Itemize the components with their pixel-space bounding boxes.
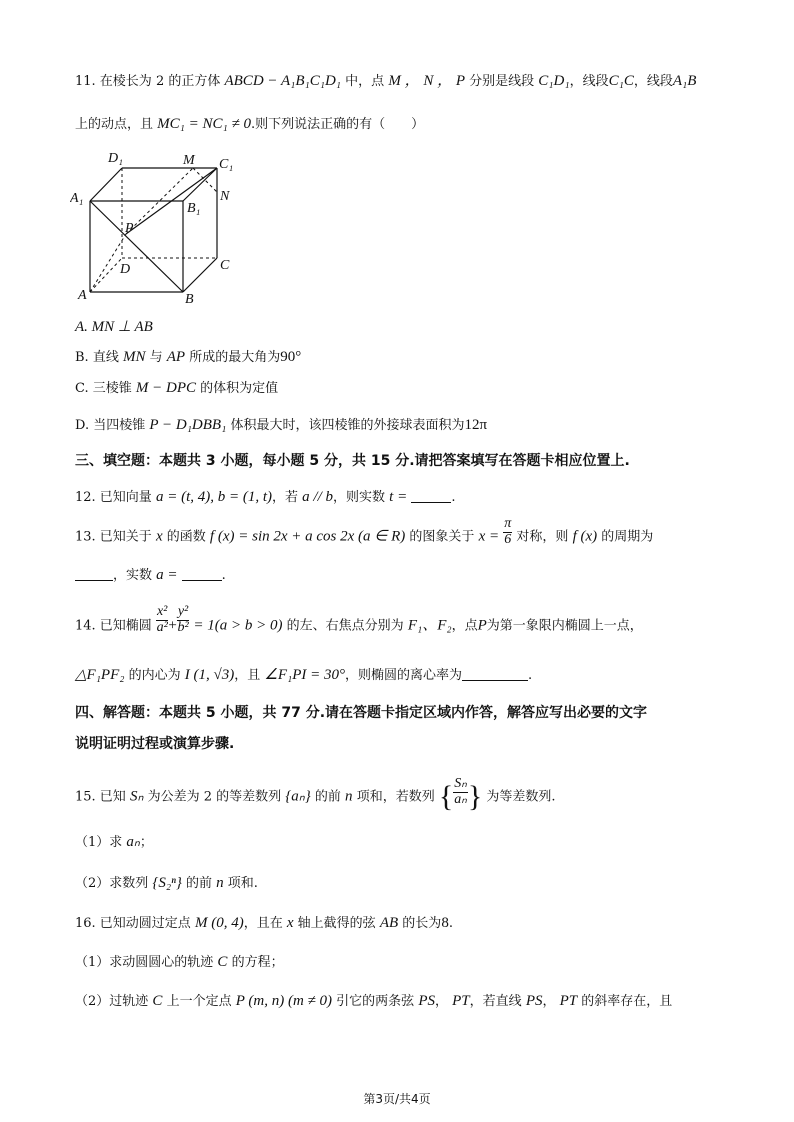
q11-line1	[75, 74, 696, 89]
option-c-math: M − DPC	[135, 380, 197, 396]
q16-text: （2）过轨迹	[75, 994, 149, 1009]
q14-text: 14. 已知椭圆	[75, 618, 152, 634]
q11-option-a	[75, 320, 153, 335]
q15-sequence: {S₂ⁿ}	[152, 875, 182, 891]
q16-text: 的斜率存在，且	[581, 994, 673, 1009]
q16-c: C	[217, 954, 228, 970]
q13-text: ，实数	[113, 568, 153, 583]
q14-text: .	[528, 668, 533, 683]
q16-part2	[75, 994, 672, 1009]
q14-equation: = 1(a > b > 0)	[193, 617, 283, 634]
q13-text: 的图象关于	[409, 529, 475, 545]
q13-text: 的周期为	[601, 529, 654, 545]
q16-pt: PT	[452, 993, 470, 1009]
left-brace-icon: {	[438, 780, 454, 813]
q12-text: ，若	[272, 490, 299, 505]
q15-sn: Sₙ	[129, 788, 144, 805]
label-D: D	[120, 262, 131, 277]
option-b-math: MN	[122, 349, 146, 365]
q11-text: 分别是线段	[469, 74, 535, 89]
q11-option-c	[75, 381, 278, 396]
option-a-text: A. MN ⊥ AB	[75, 319, 153, 335]
label-M: M	[183, 153, 195, 168]
q12-text: 12. 已知向量	[75, 490, 152, 505]
q15-part1	[75, 835, 153, 850]
q13-a: a =	[156, 567, 178, 583]
q11-text: 11. 在棱长为 2 的正方体	[75, 74, 221, 89]
option-d-text: 体积最大时，该四棱锥的外接球表面积为	[230, 418, 465, 433]
q16-text: ，若直线	[469, 994, 522, 1009]
q14-text: ，点	[451, 618, 478, 634]
option-b-math: 90°	[280, 349, 302, 365]
label-A: A	[78, 288, 87, 303]
q16-text: .	[448, 916, 453, 931]
q16-part1	[75, 955, 284, 970]
q15-n: n	[345, 788, 353, 805]
section-3-heading: 三、填空题：本题共 3 小题，每小题 5 分，共 15 分.请把答案填写在答题卡相应位置上.	[75, 453, 630, 469]
q16-text: 的方程；	[231, 955, 284, 970]
q11-segment: C₁D₁	[538, 73, 570, 89]
answer-blank[interactable]	[75, 568, 113, 581]
q14-text: ，且	[234, 668, 261, 683]
frac-den: b²	[177, 619, 189, 635]
q13-eq: x =	[478, 528, 500, 545]
q11-condition: MC₁ = NC₁ ≠ 0	[157, 116, 251, 132]
q16-point-m: M (0, 4)	[194, 915, 244, 931]
q16-text: 引它的两条弦	[336, 994, 415, 1009]
option-d-math: P − D₁DBB₁	[149, 417, 227, 433]
q16-point-p: P (m, n) (m ≠ 0)	[235, 993, 333, 1009]
frac-den: a²	[156, 619, 168, 635]
q11-text: ，线段	[633, 74, 673, 89]
q11-option-d	[75, 418, 487, 433]
q14-triangle: △F₁PF₂	[75, 667, 125, 683]
answer-blank[interactable]	[462, 668, 528, 681]
q13-text: 的函数	[166, 529, 206, 545]
answer-blank[interactable]	[182, 568, 222, 581]
q14-foci: F₁、F₂	[407, 617, 452, 634]
q14-line2	[75, 668, 532, 683]
q13-line1	[75, 516, 654, 547]
q14-text: 为第一象限内椭圆上一点，	[486, 618, 643, 634]
q11-segment: C₁C	[608, 73, 634, 89]
q14-text: 的左、右焦点分别为	[286, 618, 404, 634]
q11-text: 中，点	[345, 74, 385, 89]
q12-text: ，则实数	[333, 490, 386, 505]
page-footer: 第3页/共4页	[363, 1092, 431, 1106]
frac-num: y²	[177, 604, 189, 619]
option-d-math: 12π	[464, 417, 488, 433]
q14-incenter: I (1, √3)	[184, 667, 235, 683]
q14-frac-x	[156, 605, 168, 635]
label-A1: A₁	[70, 191, 84, 206]
option-b-text: B. 直线	[75, 350, 119, 365]
q16-text: （1）求动圆圆心的轨迹	[75, 955, 214, 970]
plus: +	[168, 617, 177, 634]
q16-text: ，	[434, 994, 448, 1009]
q15-text: 为公差为 2 的等差数列	[147, 789, 282, 805]
q16-ps: PS	[525, 993, 543, 1009]
q16-length: 8	[441, 915, 449, 931]
q11-text: 上的动点，且	[75, 117, 154, 132]
option-c-text: C. 三棱锥	[75, 381, 132, 396]
q15-text: 15. 已知	[75, 789, 126, 805]
section-4-heading-cont: 说明证明过程或演算步骤.	[75, 736, 235, 752]
q16-text: 轴上截得的弦	[297, 916, 376, 931]
q11-option-b	[75, 350, 301, 365]
q16-line1	[75, 916, 453, 931]
label-D1: D₁	[108, 151, 123, 166]
q15-fraction	[453, 777, 468, 807]
answer-blank[interactable]	[411, 490, 451, 503]
q16-c: C	[152, 993, 163, 1009]
label-P: P	[125, 221, 134, 236]
option-c-text: 的体积为定值	[200, 381, 279, 396]
q13-x: x	[155, 528, 163, 545]
label-C: C	[220, 258, 230, 273]
q13-fraction	[503, 517, 512, 547]
q16-pt: PT	[559, 993, 578, 1009]
q15-text: 的前	[186, 876, 213, 891]
q16-text: ，	[542, 994, 556, 1009]
option-d-text: D. 当四棱锥	[75, 418, 146, 433]
frac-num: Sₙ	[454, 775, 467, 791]
q16-ab: AB	[379, 915, 399, 931]
q15-text: （2）求数列	[75, 876, 149, 891]
q15-text: 项和.	[227, 876, 258, 891]
q13-text: 13. 已知关于	[75, 529, 152, 545]
cube-figure	[70, 148, 245, 308]
q15-an-set: {aₙ}	[285, 788, 311, 805]
q14-angle: ∠F₁PI = 30°	[264, 667, 345, 683]
label-C1: C₁	[219, 157, 234, 172]
q13-text: 对称，则	[516, 529, 569, 545]
q12-text: .	[451, 490, 456, 505]
q14-p: P	[477, 617, 487, 634]
q11-cube-name: ABCD − A₁B₁C₁D₁	[224, 73, 342, 89]
q16-text: 16. 已知动圆过定点	[75, 916, 191, 931]
q13-function: f (x) = sin 2x + a cos 2x (a ∈ R)	[209, 528, 406, 545]
option-b-text: 与	[149, 350, 163, 365]
q14-frac-y	[177, 605, 189, 635]
q11-text: ，线段	[569, 74, 609, 89]
q13-text: .	[221, 568, 226, 583]
q16-ps: PS	[418, 993, 435, 1009]
q15-part2	[75, 876, 258, 891]
q14-text: ，则椭圆的离心率为	[344, 668, 462, 683]
q14-text: 的内心为	[128, 668, 181, 683]
q16-x: x	[286, 915, 294, 931]
q13-frac-num: π	[504, 516, 512, 531]
q13-line2	[75, 568, 226, 583]
q15-text: 为等差数列.	[486, 789, 556, 805]
q14-line1	[75, 604, 643, 635]
q15-text: ；	[139, 835, 153, 850]
q15-text: 项和，若数列	[356, 789, 435, 805]
right-brace-icon: }	[467, 780, 483, 813]
q11-points: M ， N ， P	[388, 73, 465, 89]
q13-frac-den: 6	[504, 531, 512, 547]
q13-fx: f (x)	[572, 528, 598, 545]
q15-an: aₙ	[126, 834, 140, 850]
frac-num: x²	[156, 604, 168, 619]
q15-text: 的前	[314, 789, 341, 805]
q16-text: 上一个定点	[166, 994, 232, 1009]
option-b-math: AP	[166, 349, 186, 365]
q16-text: ，且在	[243, 916, 283, 931]
label-B: B	[185, 292, 194, 307]
q11-segment: A₁B	[672, 73, 697, 89]
q15-line1	[75, 775, 556, 813]
label-N: N	[220, 189, 230, 204]
q11-text: .则下列说法正确的有（ ）	[250, 117, 425, 132]
q12	[75, 490, 456, 505]
q12-t: t =	[389, 489, 408, 505]
label-B1: B₁	[187, 201, 201, 216]
q15-text: （1）求	[75, 835, 123, 850]
q12-vectors: a = (t, 4), b = (1, t)	[155, 489, 273, 505]
q16-text: 的长为	[402, 916, 442, 931]
option-b-text: 所成的最大角为	[189, 350, 281, 365]
q12-parallel: a // b	[302, 489, 334, 505]
section-4-heading: 四、解答题：本题共 5 小题，共 77 分.请在答题卡指定区域内作答，解答应写出必要的文字	[75, 705, 648, 721]
q15-n: n	[216, 875, 224, 891]
q11-line2	[75, 117, 424, 132]
frac-den: aₙ	[454, 791, 467, 807]
